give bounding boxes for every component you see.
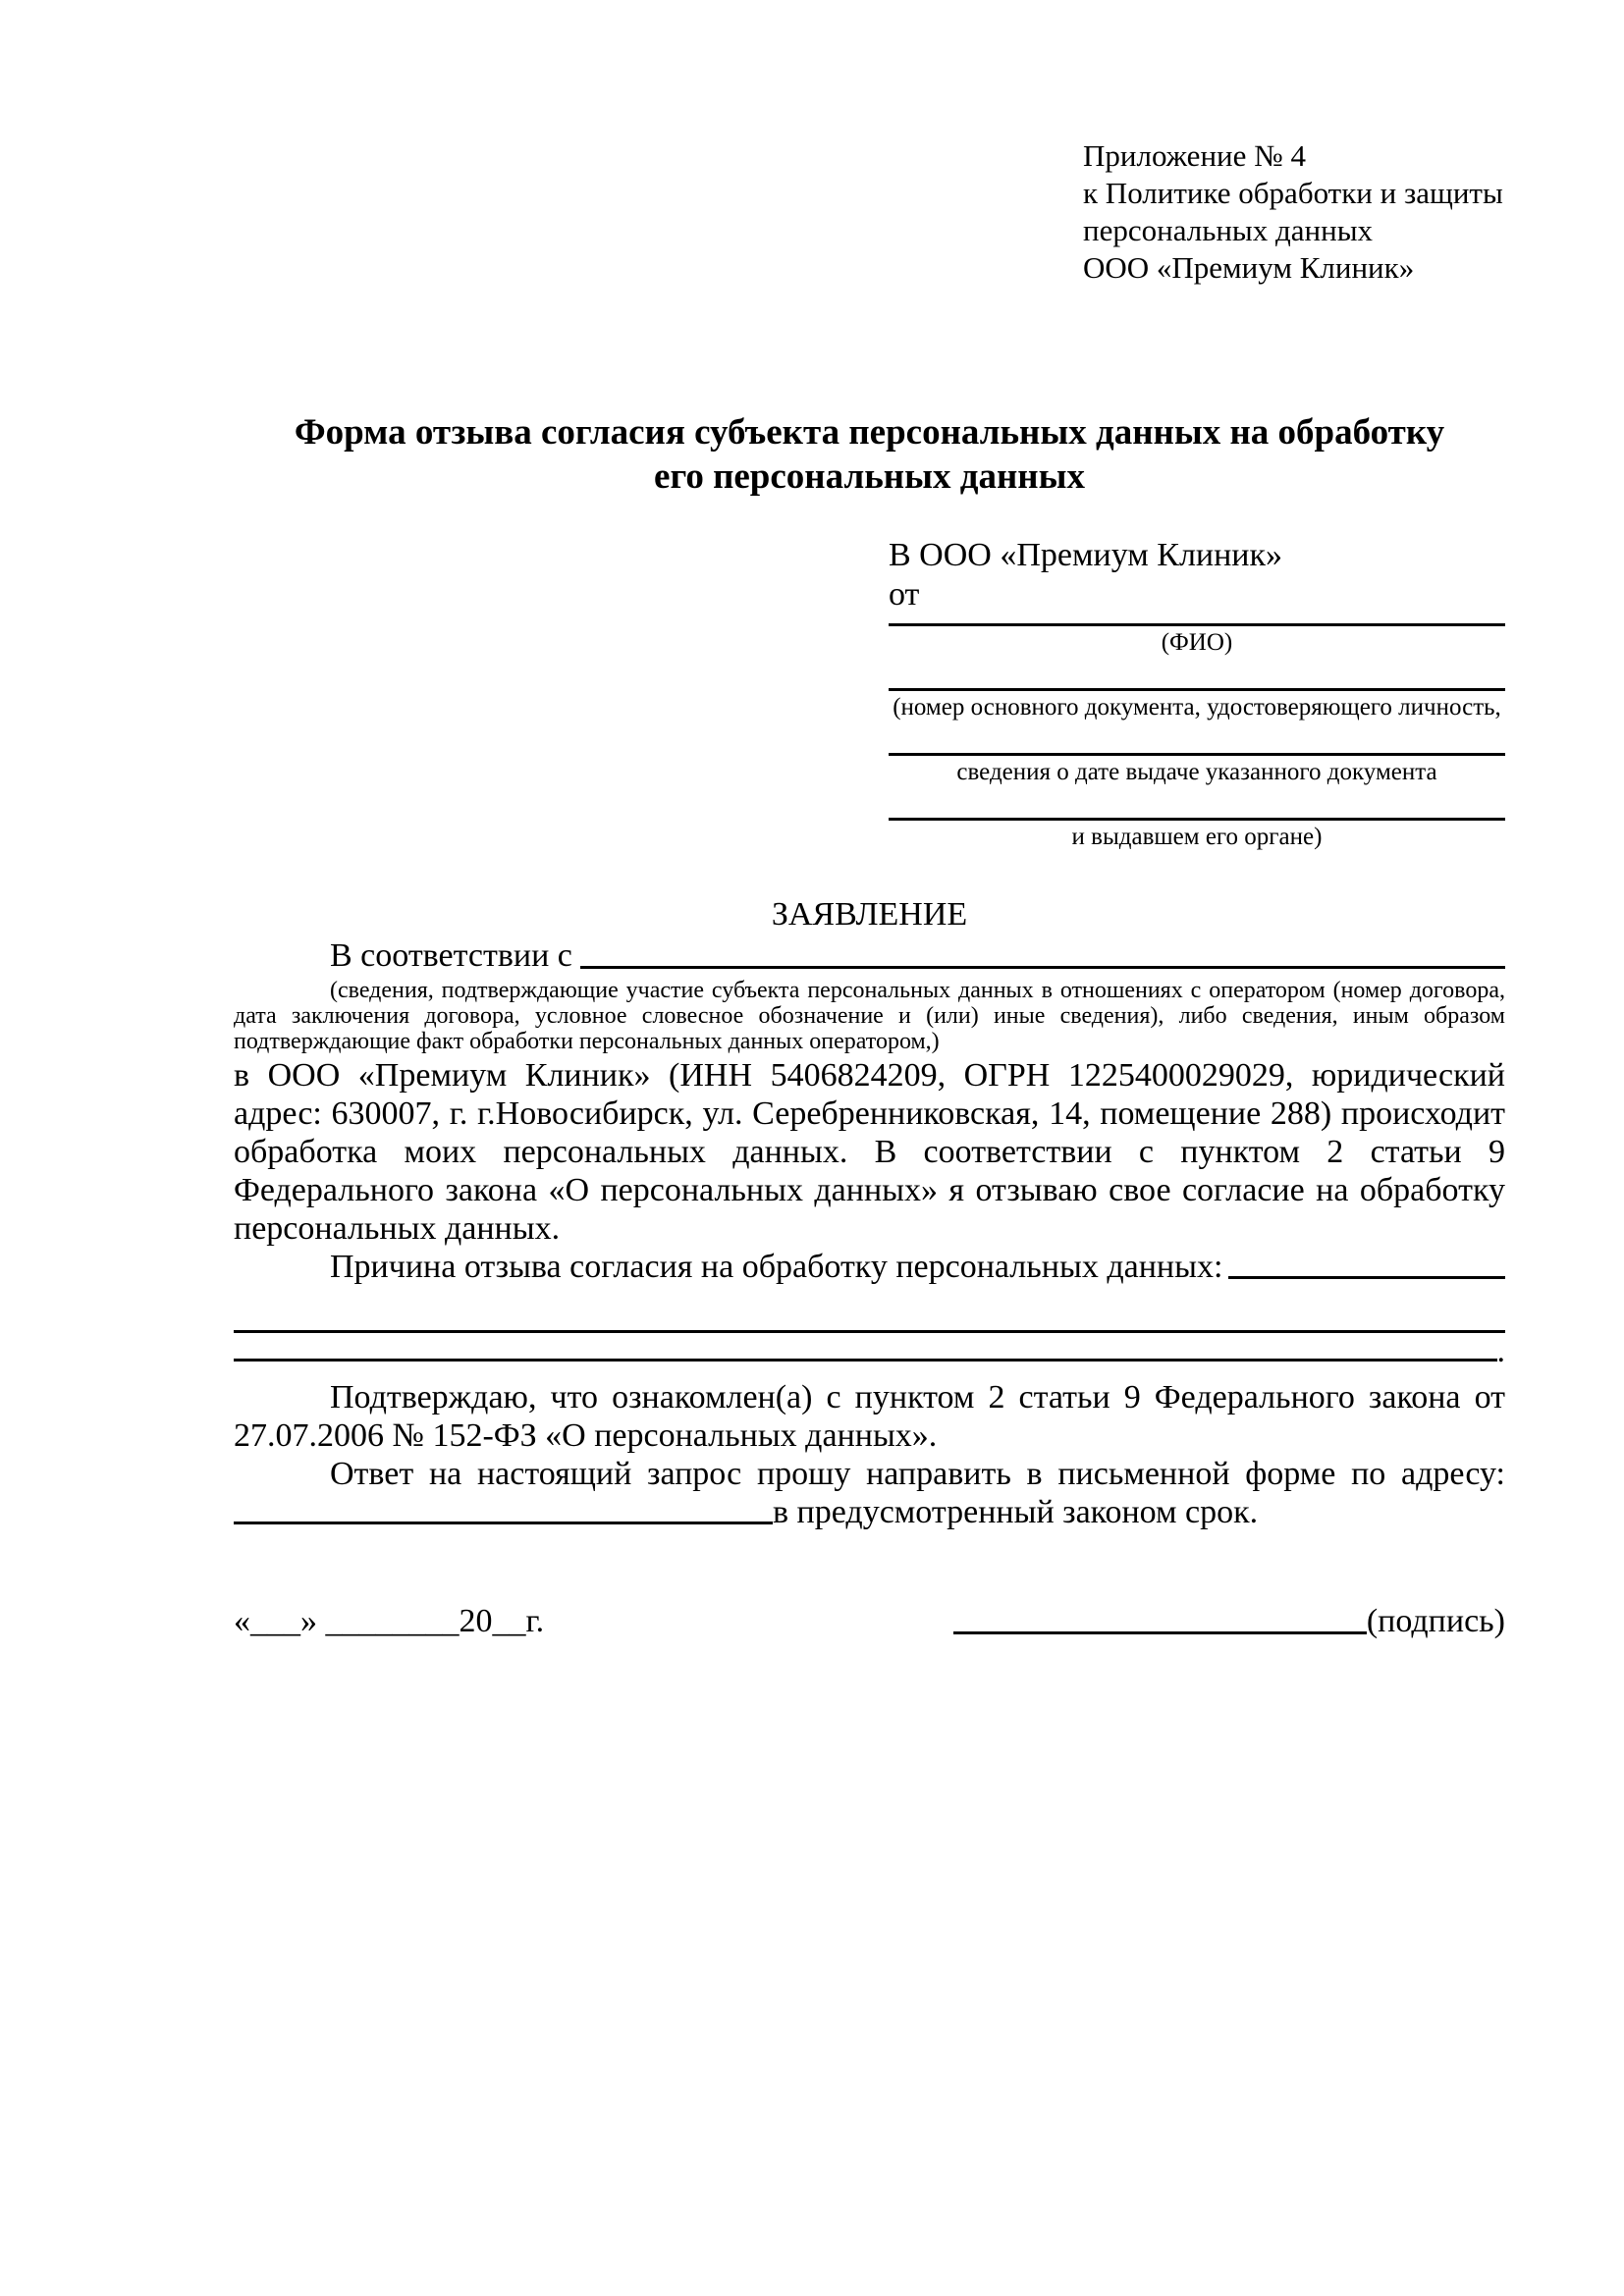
document-title-line-1: Форма отзыва согласия субъекта персональных данных на обработку: [294, 412, 1445, 453]
addressee-from-label: от: [889, 576, 920, 613]
issuing-authority-blank-line: [889, 785, 1505, 821]
intro-row: [234, 936, 1505, 976]
appendix-note-line: ООО «Премиум Клиник»: [1083, 250, 1415, 285]
statement-heading: ЗАЯВЛЕНИЕ: [771, 896, 968, 933]
addressee-block: [889, 536, 1505, 850]
reply-suffix: в предусмотренный законом срок.: [773, 1494, 1259, 1530]
fio-caption: (ФИО): [1161, 629, 1233, 656]
reply-address-blank-line: [234, 1522, 773, 1524]
blank-line-terminator: .: [1496, 1333, 1505, 1369]
appendix-note-line: Приложение № 4: [1083, 138, 1306, 173]
date-signature-row: [234, 1602, 1505, 1641]
reply-address-row: [234, 1493, 1505, 1531]
signature-blank-line: [953, 1631, 1367, 1634]
document-title: [234, 410, 1505, 499]
intro-prefix: В соответствии с: [330, 937, 572, 974]
appendix-note-line: к Политике обработки и защиты: [1083, 176, 1503, 210]
appendix-note-line: персональных данных: [1083, 213, 1374, 247]
signature-caption: (подпись): [1366, 1603, 1505, 1639]
reason-row: [234, 1248, 1505, 1286]
reason-blank-line-3-rule: [234, 1359, 1497, 1362]
reply-request-paragraph: Ответ на настоящий запрос прошу направить в письменной форме по адресу:: [330, 1456, 1505, 1492]
fio-blank-line: [889, 614, 1505, 626]
intro-blank-line: [580, 966, 1505, 969]
confirmation-paragraph: Подтверждаю, что ознакомлен(а) с пунктом 2 статьи 9 Федерального закона от 27.07.2006 № 152-ФЗ «О персональных данных».: [234, 1379, 1505, 1454]
appendix-note: [1083, 137, 1505, 287]
document-number-blank-line: [889, 656, 1505, 691]
issue-date-blank-line: [889, 721, 1505, 756]
reason-label: Причина отзыва согласия на обработку персональных данных:: [330, 1249, 1223, 1285]
reason-blank-line-3: [234, 1333, 1505, 1368]
reason-blank-line-2: [234, 1286, 1505, 1333]
document-title-line-2: его персональных данных: [654, 456, 1085, 497]
statement-body-paragraph: в ООО «Премиум Клиник» (ИНН 5406824209, ОГРН 1225400029029, юридический адрес: 630007, г. г.Новосибирск, ул. Серебренниковская, 14, помещение 288) происходит обработка моих персональных данных. В соответствии с пунктом 2 статьи 9 Федерального закона «О персональных данных» я отзываю свое согласие на обработку персональных данных.: [234, 1057, 1505, 1247]
issuing-authority-caption: и выдавшем его органе): [1071, 824, 1323, 850]
intro-footnote: (сведения, подтверждающие участие субъекта персональных данных в отношениях с оператором (номер договора, дата заключения договора, условное словесное обозначение и (или) иные сведения), либо сведения, иным образом подтверждающие факт обработки персональных данных оператором,): [234, 978, 1505, 1054]
date-blank-field: «___» ________20__г.: [234, 1603, 545, 1639]
addressee-to: В ООО «Премиум Клиник»: [889, 537, 1283, 573]
signature-block: [953, 1602, 1505, 1641]
document-number-caption: (номер основного документа, удостоверяющего личность,: [893, 694, 1501, 721]
reason-blank-line: [1228, 1276, 1505, 1279]
issue-date-caption: сведения о дате выдаче указанного документа: [956, 759, 1437, 785]
